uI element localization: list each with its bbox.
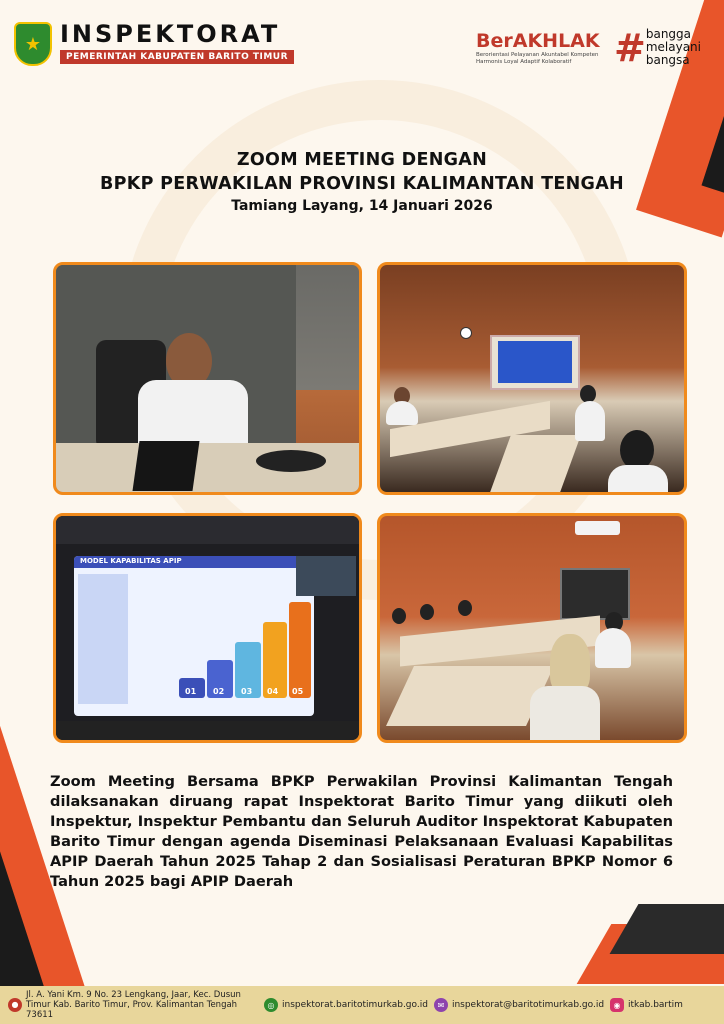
zoom-controls: [56, 721, 362, 743]
video-thumbnail: [296, 556, 356, 596]
berakhlak-logo: [476, 30, 606, 66]
person-head: [420, 604, 434, 620]
person-head: [620, 430, 654, 470]
air-conditioner: [575, 521, 620, 535]
meeting-table: [386, 666, 554, 726]
location-pin-icon: ●: [8, 998, 22, 1012]
wall-clock-icon: [460, 327, 472, 339]
level-label: 03: [241, 687, 253, 696]
instagram-icon: ◉: [610, 998, 624, 1012]
tv-screen: [560, 568, 630, 620]
person-body: [386, 401, 418, 425]
photo-meeting-room: [377, 262, 687, 495]
person-body: [608, 465, 668, 495]
zoom-toolbar: [56, 516, 362, 544]
person-head: [392, 608, 406, 624]
conference-speaker: [256, 450, 326, 472]
bangga-word: bangsa: [645, 53, 690, 67]
email-icon: ✉: [434, 998, 448, 1012]
person-body: [530, 686, 600, 743]
person-head: [458, 600, 472, 616]
title-line-2: BPKP PERWAKILAN PROVINSI KALIMANTAN TENGAH: [99, 174, 624, 194]
org-subtitle: PEMERINTAH KABUPATEN BARITO TIMUR: [60, 50, 294, 64]
globe-icon: ◎: [264, 998, 278, 1012]
bangga-melayani-logo: [614, 25, 701, 70]
level-label: 04: [267, 687, 279, 696]
level-label: 01: [185, 687, 197, 696]
footer-website[interactable]: [264, 998, 428, 1012]
berakhlak-title: BerAKHLAK: [476, 30, 600, 52]
title-line-1: ZOOM MEETING DENGAN: [236, 150, 488, 170]
footer-address: [8, 990, 258, 1020]
email-text: inspektorat@baritotimurkab.go.id: [451, 1000, 605, 1010]
slide-sidebar: [78, 574, 128, 704]
org-name: INSPEKTORAT: [60, 20, 281, 48]
website-text: inspektorat.baritotimurkab.go.id: [282, 1000, 428, 1010]
regency-logo-icon: ★: [14, 22, 52, 66]
footer-instagram[interactable]: [610, 998, 683, 1012]
corner-decoration: [610, 904, 724, 954]
footer: [0, 986, 724, 1024]
photo-official-at-desk: [53, 262, 362, 495]
presentation-slide: [74, 556, 314, 716]
level-step: [263, 622, 287, 698]
level-label: 05: [292, 687, 304, 696]
meeting-table: [489, 435, 581, 495]
photo-participants: [377, 513, 687, 743]
hashtag-icon: #: [614, 25, 646, 70]
level-step: [207, 660, 233, 698]
level-step: [289, 602, 311, 698]
level-step: [179, 678, 205, 698]
person-hijab: [550, 634, 590, 694]
title-date: Tamiang Layang, 14 Januari 2026: [231, 198, 493, 214]
caption-text: Zoom Meeting Bersama BPKP Perwakilan Provinsi Kalimantan Tengah dilaksanakan diruang rapat Inspektorat Barito Timur yang diikuti oleh Inspektur, Inspektur Pembantu dan Seluruh Auditor Inspektorat Kabupaten Barito Timur dengan agenda Diseminasi Pelaksanaan Evaluasi Kapabilitas APIP Daerah Tahun 2025 Tahap 2 dan Sosialisasi Peraturan BPKP Nomor 6 Tahun 2025 bagi APIP Daerah: [50, 773, 673, 890]
level-label: 02: [213, 687, 225, 696]
level-step: [235, 642, 261, 698]
tv-screen: [498, 341, 572, 383]
bangga-word: melayani: [645, 40, 701, 54]
address-text: Jl. A. Yani Km. 9 No. 23 Lengkang, Jaar, Kec. Dusun Timur Kab. Barito Timur, Prov. Kalimantan Tengah 73611: [26, 990, 241, 1020]
bangga-word: bangga: [645, 27, 692, 41]
slide-title: MODEL KAPABILITAS APIP: [80, 557, 182, 565]
laptop: [132, 441, 199, 491]
berakhlak-subtitle: Berorientasi Pelayanan Akuntabel Kompeten Harmonis Loyal Adaptif Kolaboratif: [476, 52, 599, 65]
photo-zoom-screen: [53, 513, 362, 743]
person-body: [595, 628, 631, 668]
desk: [56, 443, 362, 495]
footer-email[interactable]: [434, 998, 604, 1012]
instagram-text: itkab.bartim: [628, 1000, 683, 1010]
person-body: [575, 401, 605, 441]
